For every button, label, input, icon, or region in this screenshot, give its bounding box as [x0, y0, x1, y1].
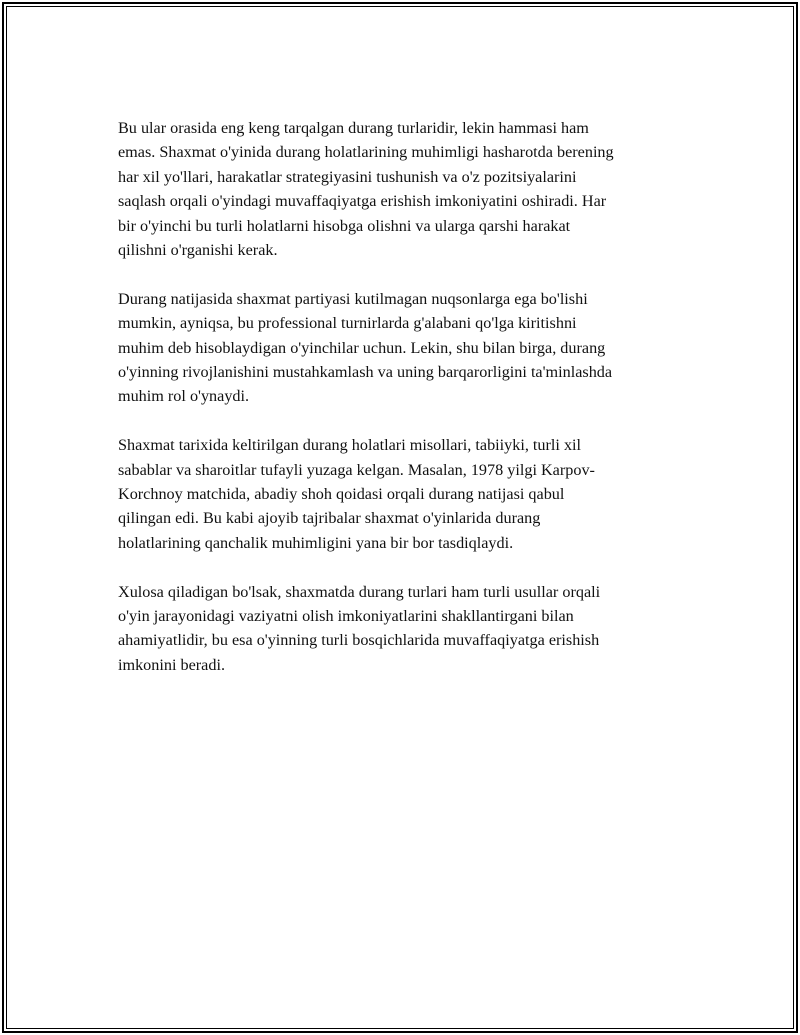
paragraph-line: Shaxmat tarixida keltirilgan durang holatlari misollari, tabiiyki, turli xil — [118, 436, 582, 455]
paragraph-line: saqlash orqali o'yindagi muvaffaqiyatga erishish imkoniyatini oshiradi. Har — [118, 192, 607, 211]
paragraph-line: muhim rol o'ynaydi. — [118, 387, 250, 406]
paragraph-line: holatlarining qanchalik muhimligini yana bir bor tasdiqlaydi. — [118, 533, 514, 552]
paragraph-line: har xil yo'llari, harakatlar strategiyasini tushunish va o'z pozitsiyalarini — [118, 167, 577, 186]
paragraph-line: Korchnoy matchida, abadiy shoh qoidasi orqali durang natijasi qabul — [118, 485, 565, 504]
paragraph-line: o'yinning rivojlanishini mustahkamlash va uning barqarorligini ta'minlashda — [118, 363, 613, 382]
paragraph-4 — [118, 580, 688, 678]
paragraph-line: sabablar va sharoitlar tufayli yuzaga kelgan. Masalan, 1978 yilgi Karpov- — [118, 460, 595, 479]
paragraph-line: Durang natijasida shaxmat partiyasi kutilmagan nuqsonlarga ega bo'lishi — [118, 289, 588, 308]
paragraph-line: muhim deb hisoblaydigan o'yinchilar uchun. Lekin, shu bilan birga, durang — [118, 338, 606, 357]
paragraph-line: qilingan edi. Bu kabi ajoyib tajribalar shaxmat o'yinlarida durang — [118, 509, 541, 528]
paragraph-line: bir o'yinchi bu turli holatlarni hisobga olishni va ularga qarshi harakat — [118, 216, 571, 235]
paragraph-line: emas. Shaxmat o'yinida durang holatlarining muhimligi hasharotda berening — [118, 143, 614, 162]
paragraph-line: Bu ular orasida eng keng tarqalgan durang turlaridir, lekin hammasi ham — [118, 119, 589, 137]
paragraph-line: imkonini beradi. — [118, 655, 225, 674]
paragraph-line: ahamiyatlidir, bu esa o'yinning turli bosqichlarida muvaffaqiyatga erishish — [118, 631, 600, 650]
paragraph-2 — [118, 287, 688, 409]
paragraph-line: Xulosa qiladigan bo'lsak, shaxmatda durang turlari ham turli usullar orqali — [118, 582, 601, 601]
paragraph-line: mumkin, ayniqsa, bu professional turnirlarda g'alabani qo'lga kiritishni — [118, 314, 577, 333]
document-body — [118, 116, 688, 702]
paragraph-line: o'yin jarayonidagi vaziyatni olish imkoniyatlarini shakllantirgani bilan — [118, 607, 574, 626]
paragraph-3 — [118, 433, 688, 555]
paragraph-line: qilishni o'rganishi kerak. — [118, 241, 278, 260]
paragraph-1 — [118, 116, 688, 262]
